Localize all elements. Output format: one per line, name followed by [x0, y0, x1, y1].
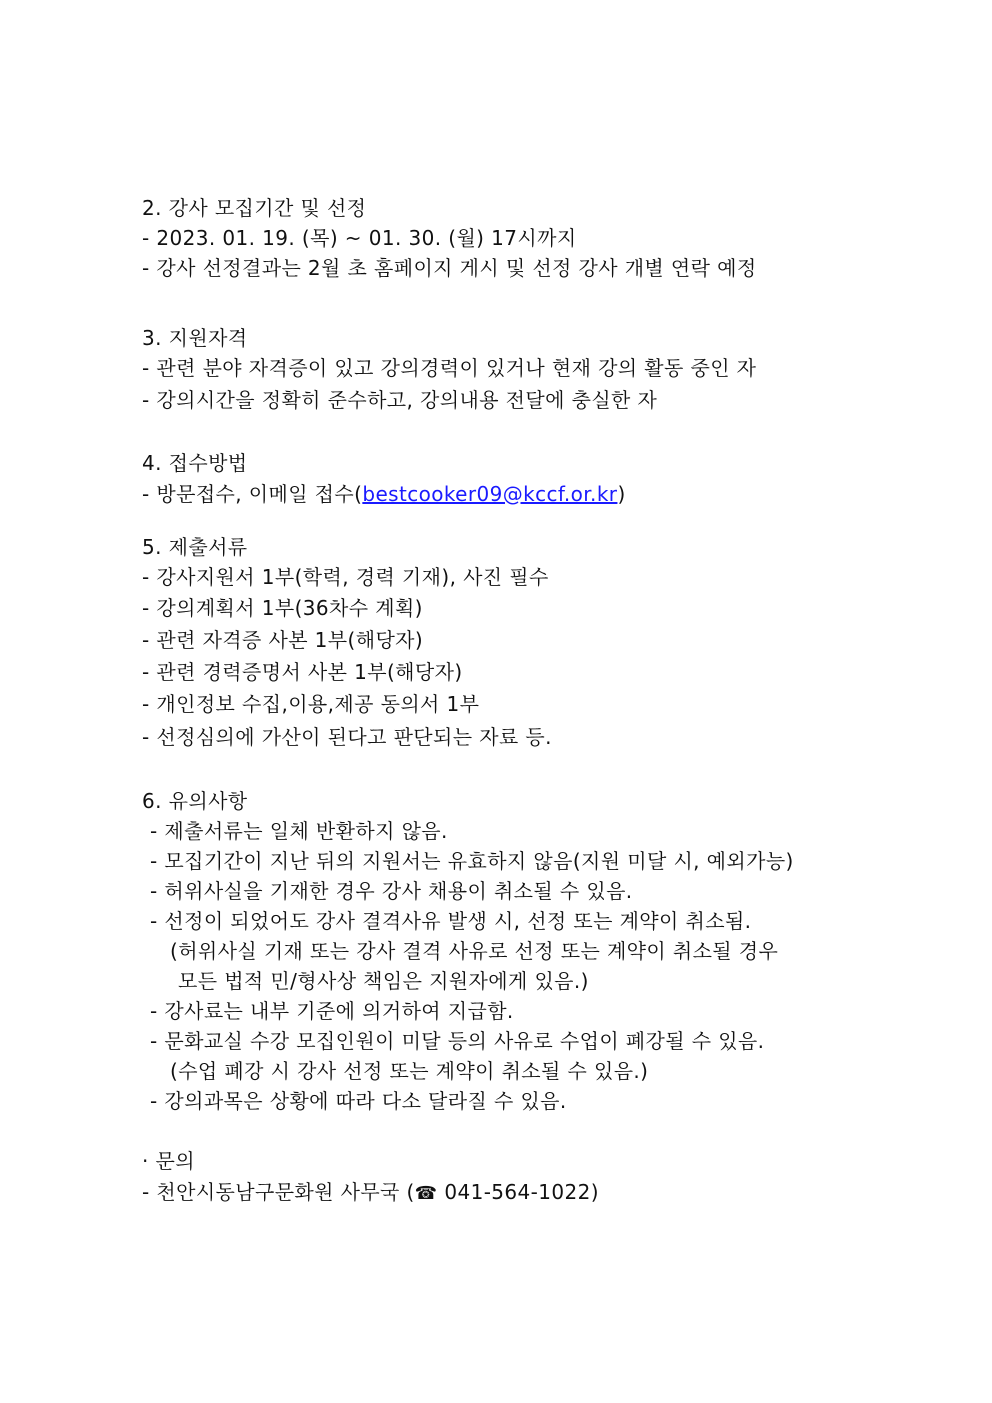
section-5-item: - 강사지원서 1부(학력, 경력 기재), 사진 필수: [142, 565, 549, 589]
section-6-note: 모든 법적 민/형사상 책임은 지원자에게 있음.): [178, 969, 589, 993]
section-5-item: - 선정심의에 가산이 된다고 판단되는 자료 등.: [142, 725, 552, 749]
section-4-prefix: - 방문접수, 이메일 접수(: [142, 482, 363, 506]
section-6-note: (허위사실 기재 또는 강사 결격 사유로 선정 또는 계약이 취소될 경우: [170, 939, 779, 963]
section-2-item: - 2023. 01. 19. (목) ~ 01. 30. (월) 17시까지: [142, 226, 577, 250]
section-2-heading: 2. 강사 모집기간 및 선정: [142, 196, 367, 220]
section-6-note: (수업 폐강 시 강사 선정 또는 계약이 취소될 수 있음.): [170, 1059, 649, 1083]
section-6-item: - 제출서류는 일체 반환하지 않음.: [150, 819, 448, 843]
contact-heading: · 문의: [142, 1149, 195, 1173]
section-3-item: - 강의시간을 정확히 준수하고, 강의내용 전달에 충실한 자: [142, 388, 658, 412]
section-6-item: - 강사료는 내부 기준에 의거하여 지급함.: [150, 999, 514, 1023]
section-6-item: - 문화교실 수강 모집인원이 미달 등의 사유로 수업이 폐강될 수 있음.: [150, 1029, 765, 1053]
section-6-item: - 허위사실을 기재한 경우 강사 채용이 취소될 수 있음.: [150, 879, 633, 903]
section-4-item: [142, 479, 626, 509]
contact-prefix: - 천안시동남구문화원 사무국 (: [142, 1180, 415, 1204]
contact-phone: 041-564-1022): [437, 1180, 600, 1204]
section-4-suffix: ): [617, 482, 626, 506]
email-link[interactable]: bestcooker09@kccf.or.kr: [362, 482, 618, 506]
section-3-item: - 관련 분야 자격증이 있고 강의경력이 있거나 현재 강의 활동 중인 자: [142, 356, 757, 380]
section-5-item: - 개인정보 수집,이용,제공 동의서 1부: [142, 692, 480, 716]
section-4-heading: 4. 접수방법: [142, 451, 248, 475]
phone-icon: ☎: [414, 1183, 438, 1204]
section-5-item: - 관련 자격증 사본 1부(해당자): [142, 628, 424, 652]
section-2-item: - 강사 선정결과는 2월 초 홈페이지 게시 및 선정 강사 개별 연락 예정: [142, 256, 757, 280]
section-3-heading: 3. 지원자격: [142, 326, 248, 350]
section-5-item: - 강의계획서 1부(36차수 계획): [142, 596, 423, 620]
section-5-item: - 관련 경력증명서 사본 1부(해당자): [142, 660, 463, 684]
section-6-item: - 선정이 되었어도 강사 결격사유 발생 시, 선정 또는 계약이 취소됨.: [150, 909, 752, 933]
section-5-heading: 5. 제출서류: [142, 535, 248, 559]
section-6-item: - 강의과목은 상황에 따라 다소 달라질 수 있음.: [150, 1089, 567, 1113]
contact-line: [142, 1177, 599, 1207]
section-6-item: - 모집기간이 지난 뒤의 지원서는 유효하지 않음(지원 미달 시, 예외가능): [150, 849, 794, 873]
section-6-heading: 6. 유의사항: [142, 789, 248, 813]
